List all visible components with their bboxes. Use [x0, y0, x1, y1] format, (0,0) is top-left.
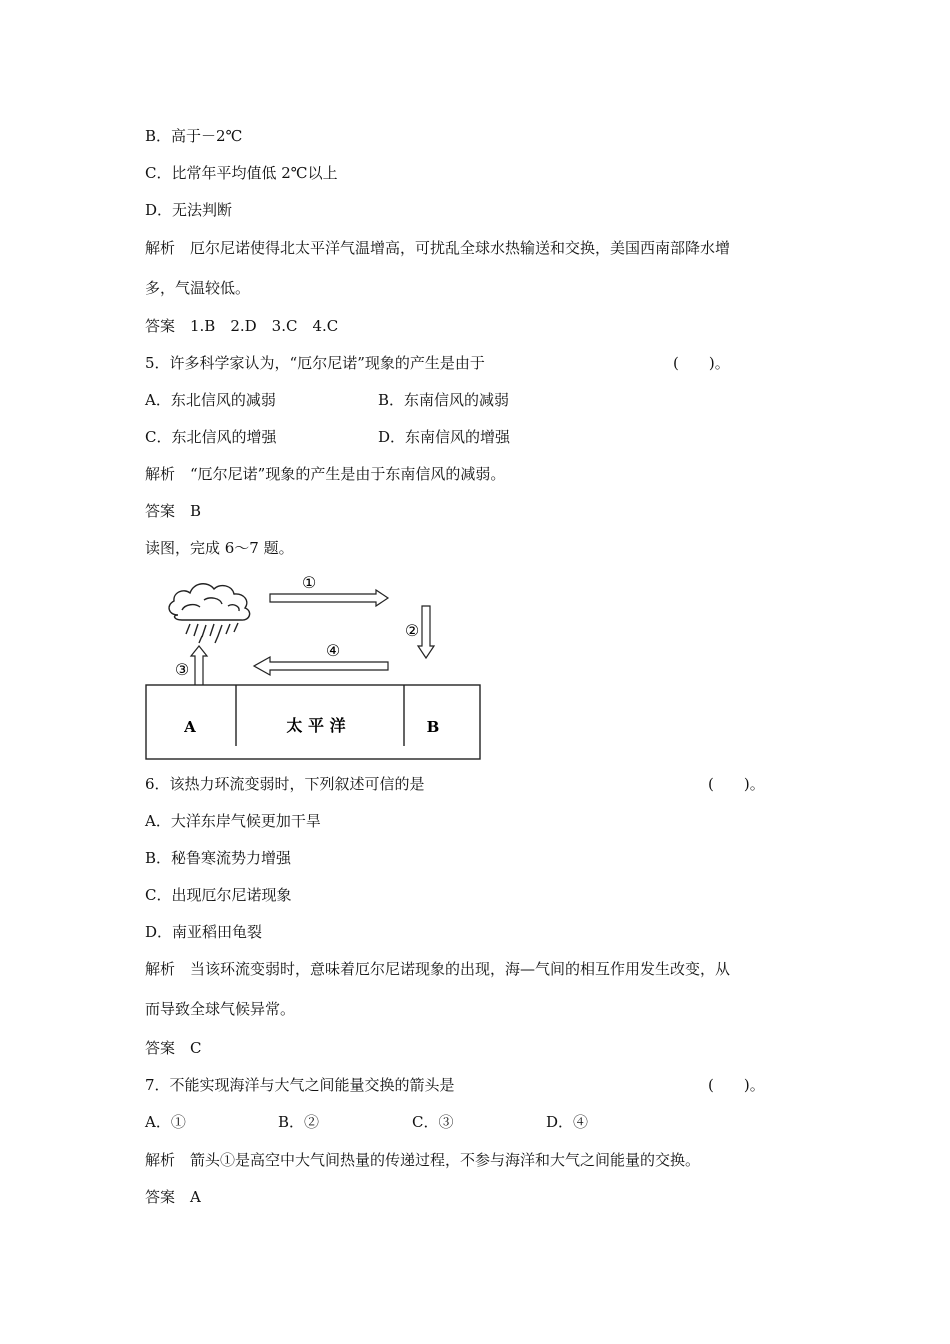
arrow-1-label: ① — [301, 573, 317, 592]
q6-option-d: D．南亚稻田龟裂 — [145, 923, 263, 941]
q5-option-b: B．东南信风的减弱 — [378, 391, 510, 409]
answer-1-4: 答案 1.B 2.D 3.C 4.C — [145, 317, 339, 335]
question-7: 7．不能实现海洋与大气之间能量交换的箭头是 — [145, 1076, 455, 1094]
q7-option-a: A．① — [145, 1113, 186, 1131]
q6-option-b: B．秘鲁寒流势力增强 — [145, 849, 292, 867]
q4-option-d: D．无法判断 — [145, 201, 233, 219]
q7-option-d: D．④ — [546, 1113, 589, 1131]
arrow-3 — [191, 646, 207, 685]
region-b-label: B — [426, 718, 440, 736]
q5-option-d: D．东南信风的增强 — [378, 428, 511, 446]
q5-option-c: C．东北信风的增强 — [145, 428, 277, 446]
question-5: 5．许多科学家认为，“厄尔尼诺”现象的产生是由于 — [145, 354, 485, 372]
arrow-1 — [270, 590, 388, 606]
cloud-rain-icon — [169, 584, 250, 643]
arrow-3-label: ③ — [174, 660, 190, 679]
q6-option-a: A．大洋东岸气候更加干旱 — [145, 812, 321, 830]
arrow-4-label: ④ — [325, 641, 341, 660]
read-figure-instruction: 读图，完成 6～7 题。 — [145, 539, 294, 557]
answer-6: 答案 C — [145, 1039, 202, 1057]
q7-option-c: C．③ — [412, 1113, 454, 1131]
q5-option-a: A．东北信风的减弱 — [145, 391, 276, 409]
arrow-4 — [254, 657, 388, 675]
q6-explanation-line1: 解析 当该环流变弱时，意味着厄尔尼诺现象的出现，海—气间的相互作用发生改变，从 — [145, 960, 731, 978]
answer-5: 答案 B — [145, 502, 202, 520]
q5-answer-blank: ( )。 — [673, 354, 730, 372]
q4-explanation-line2: 多，气温较低。 — [145, 279, 251, 297]
q7-explanation: 解析 箭头①是高空中大气间热量的传递过程，不参与海洋和大气之间能量的交换。 — [145, 1151, 701, 1169]
thermal-circulation-diagram — [140, 570, 490, 766]
q4-option-b: B．高于－2℃ — [145, 127, 243, 145]
q6-explanation-line2: 而导致全球气候异常。 — [145, 1000, 296, 1018]
question-6: 6．该热力环流变弱时，下列叙述可信的是 — [145, 775, 425, 793]
arrow-2-label: ② — [404, 621, 420, 640]
q6-answer-blank: ( )。 — [708, 775, 765, 793]
q6-option-c: C．出现厄尔尼诺现象 — [145, 886, 292, 904]
q7-answer-blank: ( )。 — [708, 1076, 765, 1094]
q4-option-c: C．比常年平均值低 2℃以上 — [145, 164, 338, 182]
answer-7: 答案 A — [145, 1188, 201, 1206]
arrow-2 — [418, 606, 434, 658]
region-ocean-label: 太 平 洋 — [286, 716, 346, 735]
q5-explanation: 解析 “厄尔尼诺”现象的产生是由于东南信风的减弱。 — [145, 465, 506, 483]
region-a-label: A — [184, 718, 196, 736]
q4-explanation-line1: 解析 厄尔尼诺使得北太平洋气温增高，可扰乱全球水热输送和交换，美国西南部降水增 — [145, 239, 731, 257]
q7-option-b: B．② — [278, 1113, 320, 1131]
